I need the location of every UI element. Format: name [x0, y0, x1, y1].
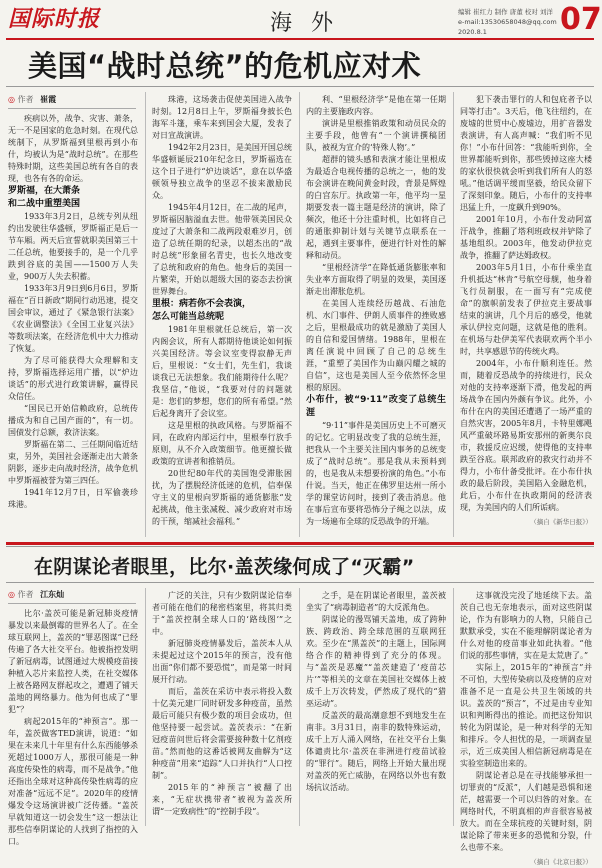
author-name: 江东灿: [40, 590, 65, 599]
author-name: 崔霞: [40, 95, 57, 104]
article1-column-4: [460, 94, 592, 535]
paragraph: 新冠肺炎疫情暴发后，盖茨本人从未提起过这个2015年的预言，没有他出面“你们都不要恐慌”，而是第一时间展开行动。: [152, 639, 292, 684]
issue-date: 2020.8.1: [458, 28, 487, 36]
paragraph: “里根经济学”在降低通货膨胀率和失业率方面取得了明显的效果，美国逐渐走出滞胀危机。: [306, 263, 446, 296]
paragraph: 反盖茨的最高潮意想不到地发生在南非。3月31日，南非的数特殊运动，成千上万人涌入网络，在社交平台上集体谴责比尔·盖茨在非洲进行疫苗试验的“罪行”。随后，网络上开始大量出现对盖茨的死亡威胁，在网络以外也有数场抗议活动。: [306, 711, 446, 792]
paragraph: 珠港，这场袭击促使美国进入战争时刻。12月8日上午，罗斯福身披长色海军斗篷，乘车来到国会大厦，发表了对日宣战演讲。: [152, 95, 292, 140]
article1-column-1: [8, 113, 138, 535]
paragraph: 2001年10月，小布什发动阿富汗战争，推翻了塔利班政权并铲除了基地组织。2003年，他发动伊拉克战争，推翻了萨达姆政权。: [460, 215, 592, 260]
article1-title-rule: [6, 86, 594, 87]
column-divider: [299, 92, 300, 537]
source-note: （摘自《新华日报》）: [530, 518, 592, 526]
paragraph: 1933年3月2日，总统专列从纽约出发驶往华盛顿，罗斯福正是后一节车厢。两天后宣誓就职美国第三十二任总统，他要接手的，是一个几乎跌到谷底的美国——1500万人失业，900万人失去积蓄。: [8, 212, 138, 281]
byline-rule: [8, 108, 136, 109]
paragraph: 之手，是在阴谋论者眼里，盖茨被坐实了“病毒制造者”的大反派角色。: [306, 591, 446, 612]
subheading: 小布什，被“9·11”改变了总统生涯: [306, 395, 446, 418]
byline-marker-icon: ◎: [8, 590, 15, 599]
header-meta: [458, 7, 558, 37]
paragraph: 1942年2月23日，是美国开国总统华盛顿诞辰210年纪念日，罗斯福选在这个日子进行“炉边谈话”，意在以华盛顿领导独立战争的坚忍不拔来激励民众。: [152, 143, 292, 200]
paragraph: 而后，盖茨在采访中表示将投入数十亿美元建厂同时研发多种疫苗，虽然最后可能只有极少数的项目会成功，但他坚持要一起尝试。盖茨表示：“在新冠疫苗问世后将会需要接种数十亿剂疫苗。”然而他的这番话被网友曲解为“这种疫苗”用来“追踪”人口并执行“人口控制”。: [152, 687, 292, 780]
paragraph: 广泛的关注，只有少数阴谋论信奉者可能在他们的秘密档案里，将其归类于“盖茨控制全球人口的‘路线图’”之中。: [152, 591, 292, 636]
paragraph: 实际上，2015年的“神预言”并不可怕，大型传染病以及疫情的应对准备不足一直是公共卫生领域的共识。盖茨的“预言”，不过是由专业知识和判断得出的推论。而把这份知识转化为阴谋论，是一种对科学的无知和排斥。令人担忧的是，一项调查显示，近三成美国人相信新冠病毒是在实验室制造出来的。: [460, 663, 592, 768]
page-number: 07: [560, 2, 602, 37]
contact-email: e-mail:13530658048@qq.com: [458, 18, 557, 26]
subheading: 里根：病若你不会表演， 怎么可能当总统呢: [152, 299, 252, 322]
section-name: 海 外: [270, 11, 339, 36]
paragraph: 超群的镜头感和表演才能让里根成为最适合电视传播的总统之一，他的发布会演讲在晚间黄金时段，背景是辉煌的白宫东厅。执政第一年，他平均一星期要发表一篇主题是经济的演讲，除了频次，他还十分注重时机，比如将自己的通胀抑制计划与关键节点联系在一起，遇到主要事件，便进行针对性的解释和动员。: [306, 155, 446, 260]
paragraph: 20世纪80年代的美国饱受滞胀困扰，为了摆脱经济低迷的危机，信奉保守主义的里根向罗斯福的通货膨胀“发起挑战，他主张减税、减少政府对市场的干预，缩减社会福利。”: [152, 469, 292, 526]
article1-column-3: [306, 94, 446, 535]
column-divider: [299, 588, 300, 826]
paragraph: 比尔·盖茨可能是新冠肺炎疫情暴发以来最倒霉的世界名人了。在全球互联网上，盖茨的“罪恶图谋”已经传遍了各大社交平台。他被指控发明了新冠病毒，试图通过大规模疫苗接种植入芯片来监控人类，在社交媒体上被各路网友群起攻之，遭遇了铺天盖地的网络暴力。他为何也成了“罪犯”？: [8, 609, 138, 714]
paragraph: 疾病以外，战争、灾害、萧条，无一不是国家的危急时刻。在现代总统制下，从罗斯福到里根再到小布什，均被认为是“战时总统”。在那些特殊时期，这些美国总统有各自的表现，也各有各的命运。: [8, 114, 138, 183]
subheading: 罗斯福，在大萧条 和二战中重塑美国: [8, 186, 81, 209]
editor-credits: 编辑 崔红力 制作 唐董 校对 刘洋: [458, 8, 553, 16]
paragraph: 在美国人连续经历越战、石油危机、水门事件、伊朗人质事件的挫败感之后，里根最成功的就是激励了美国人的自信和爱国情绪。1988年，里根在离任演说中回顾了自己的总统生涯，“重塑了美国作为山巅闪耀之城的自信”，这也是美国人至今依然怀念里根的原因。: [306, 299, 446, 392]
article1-title: 美国“战时总统”的危机应对术: [28, 49, 422, 83]
byline-rule: [8, 603, 136, 604]
newspaper-logo: 国际时报: [8, 7, 101, 32]
paragraph: 犯下袭击罪行的人和包庇者予以同等打击”。3天后，他飞往纽约，在废墟的世贸中心废墟边，用扩音器发表演讲，有人高声喊：“我们听不见你！”小布什回答：“我能听到你，全世界都能听到你，那些毁掉这座大楼的家伙很快就会听到我们所有人的怒吼。”他话调平缓而坚毅，给民众留下了深刻印象。随后，小布什的支持率迅猛上升，一度飙升到90%。: [460, 95, 592, 212]
column-divider: [453, 92, 454, 537]
paragraph: “9·11”事件是美国历史上不可磨灭的记忆。它明显改变了我的总统生涯，把我从一个主要关注国内事务的总统变成了“战时总统”。那是我从未预料到的，也是我从未想要扮演的角色。”小布什说。当天，他正在佛罗里达州一所小学的课堂访问时，接到了袭击消息。他在事后宣布要将恐怖分子绳之以法，成为一场遍布全球的反恐战争的开端。: [306, 421, 446, 526]
paragraph: 1981年里根就任总统后，第一次内阁会议，所有人都期待他谈论如何振兴美国经济。等会议室变得寂静无声后，里根说：“女士们，先生们，我谈谈我已无法想象。我们能期待什么呢？我坚信，”他说，“我要对付的问题就是：您们的梦想，您们的所有希望。”然后起身离开了会议室。: [152, 325, 292, 418]
paragraph: 1933年3月9日到6月6日，罗斯福在“百日新政”期间行动迅速，提交国会审议，通过了《紧急银行法案》《农业调整法》《全国工业复兴法》等数项法案，在经济危机中大力推动了恢复。: [8, 284, 138, 353]
paragraph: 2015年的“神预言”被翻了出来，“无症状携带者”被视为盖茨所谓“一定致病性”的“控制手段”。: [152, 783, 292, 816]
paragraph: 阴谋论的漫骂铺天盖地，成了跨种族、跨政治、跨全球范围的互联网狂欢。至少在“黑盖茨”的主题上，国际网络合作的精神得到了充分的体现。与“盖茨是恶魔”“盖茨建造了‘疫苗芯片’”等相关的文章在美国社交媒体上被成千上万次转发，俨然成了现代的“猎巫运动”。: [306, 615, 446, 708]
paragraph: 2004年，小布什顺利连任。然而，随着反恐战争的持续进行，民众对他的支持率逐渐下滑，他发起的两场战争在国内外颇有争议。此外，小布什在内的美国还遭遇了一场严重的自然灾害，2005年8月，卡特里娜飓风严重破坏路易斯安那州的新奥尔良市，救援反应迟缓，使得他的支持率跌至谷底。联邦政府的救灾行动并不得力，小布什备受批评。在小布什执政的最后阶段，美国陷入金融危机，此后，小布什在执政期间的经济表现，为美国内的人们所诟病。: [460, 359, 592, 512]
paragraph: 罗斯福在第二、三任期间临近结束，另外，美国社会逐渐走出大萧条阴影，逐步走向战时经济，战争危机中罗斯福被誉为第三四任。: [8, 440, 138, 485]
paragraph: 2003年5月1日，小布什乘坐直升机抵达“林肯”号航空母舰，他身着飞行员制服，在一面写有“完成使命”的旗帜前发表了伊拉克主要战事结束的演讲，几个月后的感受，他就承认伊拉克问题，这就是他的胜利。在机场与赴伊美军代表联欢两个半小时，共享感恩节的传统火鸡。: [460, 263, 592, 356]
column-divider: [145, 588, 146, 826]
article2-title: 在阴谋论者眼里，比尔·盖茨缘何成了“灭霸”: [34, 556, 415, 578]
article2-column-4: [460, 590, 592, 866]
byline-marker-icon: ◎: [8, 95, 15, 104]
paragraph: 1945年4月12日，在二战的尾声，罗斯福因脑溢血去世。他带领美国民众度过了大萧条和二战两段艰难岁月，创造了总统任期的纪录，以超杰出的“战时总统”形象留名青史，也长久地改变了总统和政府的角色。他身后的美国一片繁荣，开始以超级大国的姿态去扮演世界舞台。: [152, 203, 292, 296]
article2-top-subrule: [6, 546, 594, 547]
article2-column-3: [306, 590, 446, 826]
paragraph: “国民已开始信赖政府，总统传播成为和自己国产面的”，有一切。国债发行总额，救济法案。: [8, 404, 138, 437]
source-note: （摘自《北京日报》）: [530, 858, 592, 866]
article2-title-rule: [6, 582, 594, 583]
paragraph: 利、“里根经济学”是他在第一任期内的主要施政内容。: [306, 95, 446, 116]
paragraph: 1941年12月7日，日军偷袭珍珠港。: [8, 488, 138, 509]
article2-column-1: [8, 608, 138, 846]
paragraph: 这事就没完没了地延续下去。盖茨自己也无奈地表示，面对这些阴谋论，作为有影响力的人物，只能自己默默承受，实在不能理解阴谋论者为什么对他的疫苗事业如此执着。“他们说的那些事情，实在是太荒唐了。”: [460, 591, 592, 660]
paragraph: 阴谋论者总是在寻找能够承担一切罪责的“反派”，人们越是恐惧和迷茫，越需要一个可以归咎的对象。在网络时代，不明真相的声音很容易被放大。而在全球抗疫的关键时刻，阴谋论除了带来更多的恐慌和分裂，什么也带不来。: [460, 771, 592, 852]
byline-label: 作者: [17, 95, 34, 104]
paragraph: 病起2015年的“神预言”。那一年，盖茨做客TED演讲，说道：“如果在未来几十年里有什么东西能够杀死超过1000万人，那很可能是一种高度传染性的病毒，而不是战争。”他还指出全球对这种高传染性病毒的应对准备“远远不足”。2020年的疫情爆发令这场演讲被广泛传播。“盖茨早就知道这一切会发生”这一想法让那些信奉阴谋论的人找到了指控的入口。: [8, 717, 138, 846]
article2-byline: [8, 589, 64, 600]
paragraph: 为了尽可能获得大众理解和支持，罗斯福选择运用广播，以“炉边谈话”的形式进行政策讲解，赢得民众信任。: [8, 356, 138, 401]
paragraph: 这是里根的执政风格。与罗斯福不同，在政府内部运行中，里根奉行放手原则，从不介入政策细节。他更擅长做政策的宣讲者和推销员。: [152, 421, 292, 466]
article2-top-rule: [6, 542, 594, 545]
byline-label: 作者: [17, 590, 34, 599]
article2-column-2: [152, 590, 292, 826]
column-divider: [145, 92, 146, 537]
column-divider: [453, 588, 454, 826]
paragraph: 演讲是里根推销政策和动员民众的主要手段，他曾有“一个演讲撰稿团队，被视为宣介的‘特殊人物’。”: [306, 119, 446, 152]
article1-byline: [8, 94, 56, 105]
page-header: [0, 0, 600, 42]
article1-column-2: [152, 94, 292, 535]
header-rule: [6, 38, 594, 40]
